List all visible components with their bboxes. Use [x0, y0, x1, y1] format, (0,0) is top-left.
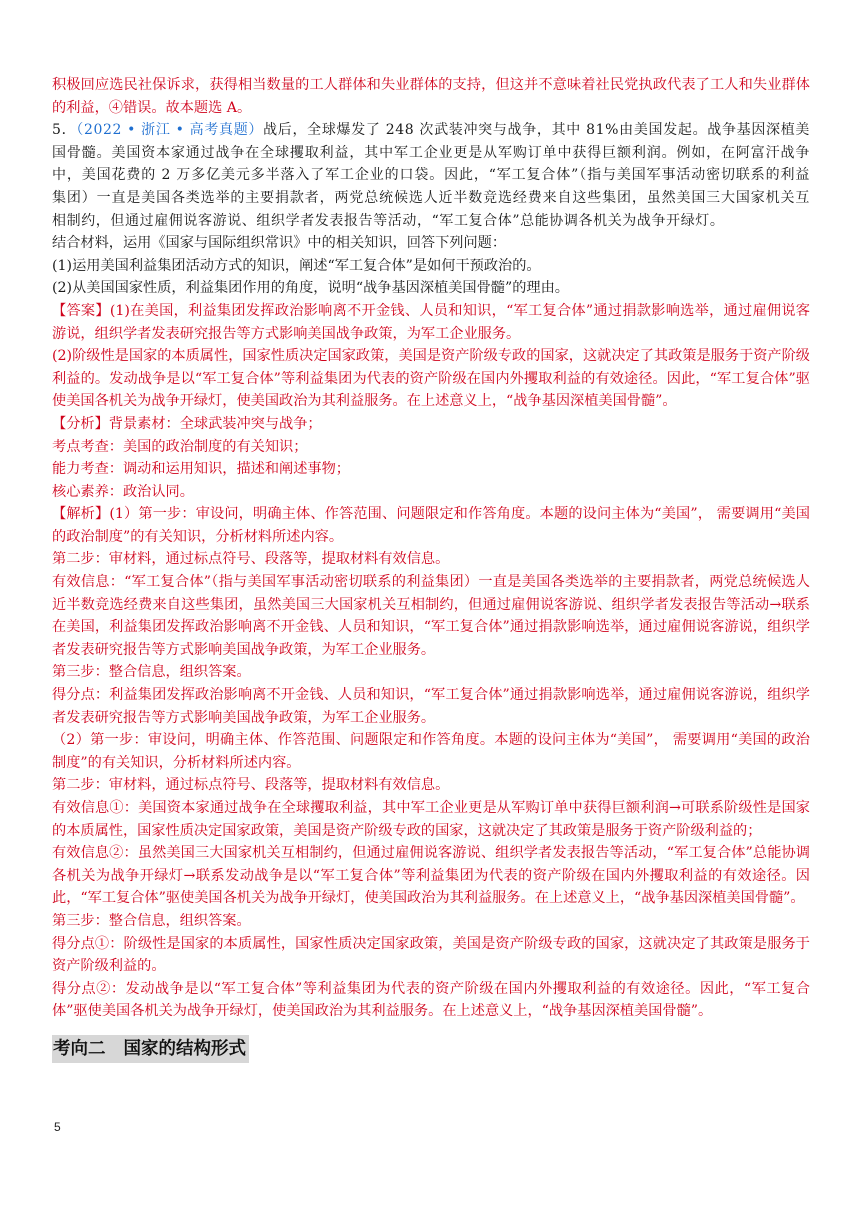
section-heading — [52, 1035, 249, 1063]
explanation-score-point: 得分点：利益集团发挥政治影响离不开金钱、人员和知识，“军工复合体”通过捐款影响选举，通过雇佣说客游说，组织学者发表研究报告等方式影响美国战争政策，为军工企业服务。 — [52, 687, 810, 726]
explanation-valid-info: 有效信息：“军工复合体”（指与美国军事活动密切联系的利益集团）一直是美国各类选举的主要捐款者，两党总统候选人近半数竞选经费来自这些集团，虽然美国三大国家机关互相制约，但通过雇佣说客游说、组织学者发表报告等活动→联系在美国，利益集团发挥政治影响离不开金钱、人员和知识，“军工复合体”通过捐款影响选举，通过雇佣说客游说，组织学者发表研究报告等方式影响美国战争政策，为军工企业服务。 — [52, 574, 810, 658]
answer-part-2: (2)阶级性是国家的本质属性，国家性质决定国家政策，美国是资产阶级专政的国家，这就决定了其政策是服务于资产阶级利益的。发动战争是以“军工复合体”等利益集团为代表的资产阶级在国内外攫取利益的有效途径。因此，“军工复合体”驱使美国各机关为战争开绿灯，使美国政治为其利益服务。在上述意义上，“战争基因深植美国骨髓”。 — [52, 348, 810, 410]
explanation-step-1: 【解析】(1）第一步：审设问，明确主体、作答范围、问题限定和作答角度。本题的设问主体为“美国”， 需要调用“美国的政治制度”的有关知识，分析材料所述内容。 — [52, 506, 810, 545]
sub-question-2: (2)从美国国家性质，利益集团作用的角度，说明“战争基因深植美国骨髓”的理由。 — [52, 280, 569, 297]
explanation-2-valid-info-2: 有效信息②：虽然美国三大国家机关互相制约，但通过雇佣说客游说、组织学者发表报告等活动，“军工复合体”总能协调各机关为战争开绿灯→联系发动战争是以“军工复合体”等利益集团为代表的资产阶级在国内外攫取利益的有效途径。因此，“军工复合体”驱使美国各机关为战争开绿灯，使美国政治为其利益服务。在上述意义上，“战争基因深植美国骨髓”。 — [52, 845, 810, 907]
question-prompt: 结合材料，运用《国家与国际组织常识》中的相关知识，回答下列问题： — [52, 235, 507, 252]
question-material-text: 战后，全球爆发了 248 次武装冲突与战争，其中 81%由美国发起。战争基因深植美国骨髓。美国资本家通过战争在全球攫取利益，其中军工企业更是从军购订单中获得巨额利润。例如，在阿富汗战争中，美国花费的 2 万多亿美元多半落入了军工企业的口袋。因此，“军工复合体”（指与美国军事活动密切联系的利益集团）一直是美国各类选举的主要捐款者，两党总统候选人近半数竞选经费来自这些集团，虽然美国三大国家机关互相制约，但通过雇佣说客游说、组织学者发表报告等活动，“军工复合体”总能协调各机关为战争开绿灯。 — [52, 122, 810, 229]
analysis-knowledge-point: 考点考查：美国的政治制度的有关知识； — [52, 438, 308, 455]
explanation-2-step-2: 第二步：审材料，通过标点符号、段落等，提取材料有效信息。 — [52, 777, 450, 794]
explanation-2-score-point-2: 得分点②：发动战争是以“军工复合体”等利益集团为代表的资产阶级在国内外攫取利益的有效途径。因此，“军工复合体”驱使美国各机关为战争开绿灯，使美国政治为其利益服务。在上述意义上，“战争基因深植美国骨髓”。 — [52, 980, 810, 1020]
explanation-step-3: 第三步：整合信息，组织答案。 — [52, 664, 251, 681]
explanation-2-step-3: 第三步：整合信息，组织答案。 — [52, 912, 251, 929]
answer-part-1: 【答案】(1)在美国，利益集团发挥政治影响离不开金钱、人员和知识，“军工复合体”通过捐款影响选举，通过雇佣说客游说，组织学者发表研究报告等方式影响美国战争政策，为军工企业服务。 — [52, 302, 810, 342]
section-title: 国家的结构形式 — [123, 1038, 246, 1059]
analysis-ability: 能力考查：调动和运用知识，描述和阐述事物； — [52, 461, 350, 478]
section-label: 考向二 — [53, 1038, 106, 1059]
explanation-2-step-1: （2）第一步：审设问，明确主体、作答范围、问题限定和作答角度。本题的设问主体为“美国”， 需要调用“美国的政治制度”的有关知识，分析材料所述内容。 — [52, 732, 810, 771]
document-page — [52, 74, 810, 1063]
explanation-2-valid-info-1: 有效信息①：美国资本家通过战争在全球攫取利益，其中军工企业更是从军购订单中获得巨额利润→可联系阶级性是国家的本质属性，国家性质决定国家政策，美国是资产阶级专政的国家，这就决定了其政策是服务于资产阶级利益的； — [52, 800, 810, 839]
previous-answer-tail: 积极回应选民社保诉求，获得相当数量的工人群体和失业群体的支持，但这并不意味着社民党执政代表了工人和失业群体的利益，④错误。故本题选 A。 — [52, 77, 810, 116]
sub-question-1: (1)运用美国利益集团活动方式的知识，阐述“军工复合体”是如何干预政治的。 — [52, 257, 541, 274]
explanation-step-2: 第二步：审材料，通过标点符号、段落等，提取材料有效信息。 — [52, 551, 450, 568]
analysis-core-literacy: 核心素养：政治认同。 — [52, 483, 194, 500]
page-number: 5 — [54, 1120, 61, 1134]
analysis-background: 【分析】背景素材：全球武装冲突与战争； — [52, 415, 322, 432]
question-5-material — [52, 119, 810, 232]
question-source-link[interactable]: （2022 • 浙江 • 高考真题） — [76, 122, 264, 139]
question-number: 5． — [52, 122, 77, 139]
explanation-2-score-point-1: 得分点①：阶级性是国家的本质属性，国家性质决定国家政策，美国是资产阶级专政的国家，这就决定了其政策是服务于资产阶级利益的。 — [52, 935, 810, 975]
